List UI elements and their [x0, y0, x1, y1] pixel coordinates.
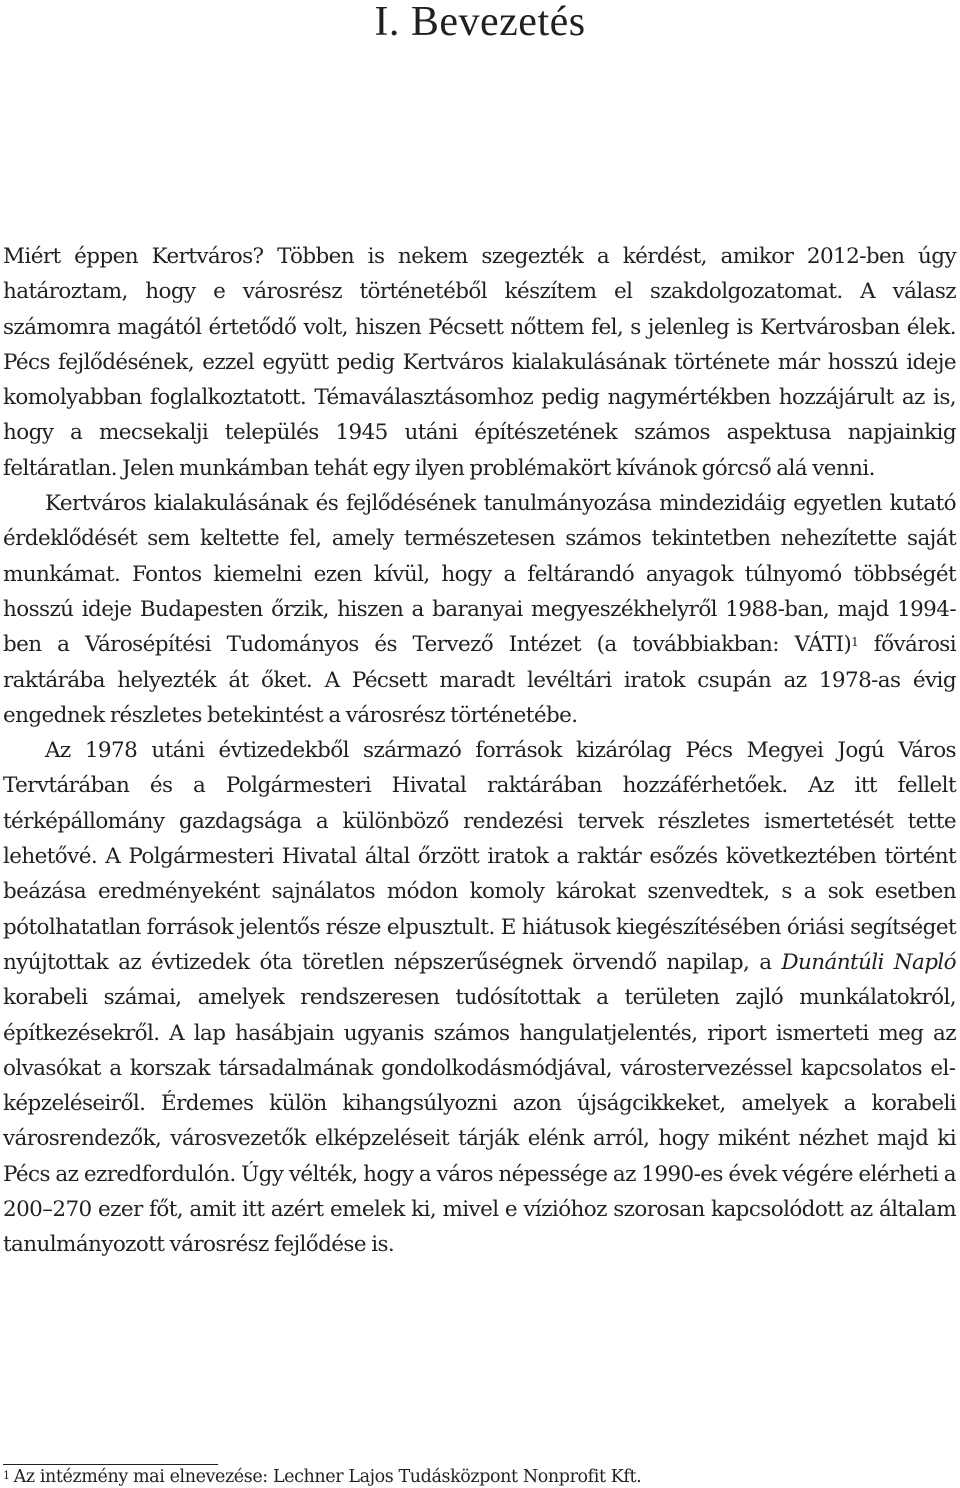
footnote-number: 1 — [3, 1469, 10, 1482]
paragraph-text: fővárosi raktárába helyezték át őket. A Pécsett maradt levéltári iratok csupán az 1978-as évig engednek részletes betekintést a városrész történetébe. — [3, 632, 957, 728]
paragraph-text: korabeli számai, amelyek rendszeresen tudósítottak a területen zajló munkálatokról, építkezésekről. A lap hasábjain ugyanis számos hangulatjelentés, riport ismerteti meg az olvasókat a korszak társadalmának gondolkodásmódjával, várostervezéssel kapcsolatos elképzeléseiről. Érdemes külön kihangsúlyozni azon újságcikkeket, amelyek a korabeli városrendezők, városvezetők elképzeléseit tárják elénk arról, hogy miként nézhet majd ki Pécs az ezredfordulón. Úgy vélték, hogy a város népessége az 1990-es évek végére elérheti a 200–270 ezer főt, amit itt azért emelek ki, mivel e vízióhoz szorosan kapcsolódott az általam tanulmányozott városrész fejlődése is. — [3, 985, 956, 1258]
chapter-title: I. Bevezetés — [374, 0, 586, 45]
footnote-text: Az intézmény mai elnevezése: Lechner Lajos Tudásközpont Nonprofit Kft. — [13, 1467, 642, 1487]
paragraph-text: Kertváros kialakulásának és fejlődésének tanulmányozása mindezidáig egyetlen kutató érdeklődését sem keltette fel, amely természetesen számos tekintetben nehezítette saját munkámat. Fontos kiemelni ezen kívül, hogy a feltárandó anyagok túlnyomó többségét hosszú ideje Budapesten őrzik, hiszen a baranyai megyeszékhelyről 1988-ban, majd 1994-ben a Városépítési Tudományos és Tervező Intézet (a továbbiakban: VÁTI) — [3, 491, 956, 658]
paragraph — [3, 486, 956, 733]
paragraph — [3, 733, 956, 1262]
footnote-reference: 1 — [851, 635, 859, 650]
paragraph-text: Az 1978 utáni évtizedekből származó források kizárólag Pécs Megyei Jogú Város Tervtárában és a Polgármesteri Hivatal raktárában hozzáférhetőek. Az itt fellelt térképállomány gazdagsága a különböző rendezési tervek részletes ismertetését tette lehetővé. A Polgármesteri Hivatal által őrzött iratok a raktár esőzés következtében történt beázása eredményeként sajnálatos módon komoly károkat szenvedtek, s a sok esetben pótolhatatlan források jelentős része elpusztult. E hiátusok kiegészítésében óriási segítséget nyújtottak az évtizedek óta töretlen népszerűségnek örvendő napilap, a — [3, 738, 956, 975]
footnote — [3, 1466, 958, 1488]
italic-title: Dunántúli Napló — [781, 949, 956, 975]
paragraph-text: Miért éppen Kertváros? Többen is nekem szegezték a kérdést, amikor 2012-ben úgy határoztam, hogy e városrész történetéből készítem el szakdolgozatomat. A válasz számomra magától értetődő volt, hiszen Pécsett nőttem fel, s jelenleg is Kertvárosban élek. Pécs fejlődésének, ezzel együtt pedig Kertváros kialakulásának története már hosszú ideje komolyabban foglalkoztatott. Témaválasztásomhoz pedig nagymértékben hozzájárult az is, hogy a mecsekalji település 1945 utáni építészetének számos aspektusa napjainkig feltáratlan. Jelen munkámban tehát egy ilyen problémakört kívánok górcső alá venni. — [3, 244, 956, 481]
footnote-rule — [3, 1464, 218, 1465]
paragraph — [3, 239, 956, 486]
body-text — [3, 239, 956, 1263]
